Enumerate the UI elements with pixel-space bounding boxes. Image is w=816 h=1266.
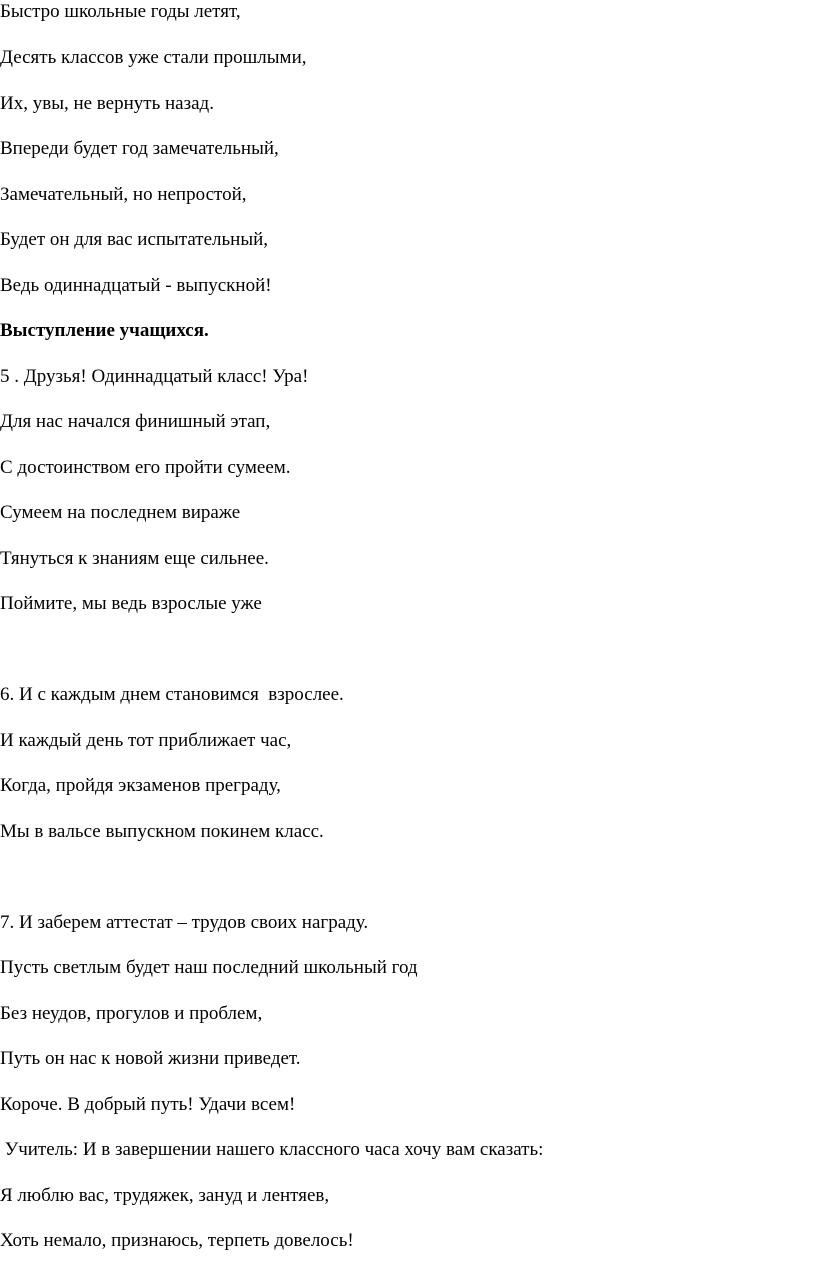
poem-line: Путь он нас к новой жизни приведет. [0, 1048, 301, 1069]
poem-line: Их, увы, не вернуть назад. [0, 93, 214, 114]
poem-line: Я люблю вас, трудяжек, зануд и лентяев, [0, 1185, 330, 1206]
poem-line: Когда, пройдя экзаменов преграду, [0, 775, 281, 796]
poem-line: Замечательный, но непростой, [0, 184, 247, 205]
poem-line: 5 . Друзья! Одиннадцатый класс! Ура! [0, 366, 309, 387]
poem-line: Хоть немало, признаюсь, терпеть довелось! [0, 1230, 354, 1251]
poem-line: Тянуться к знаниям еще сильнее. [0, 548, 269, 569]
poem-line: Будет он для вас испытательный, [0, 229, 269, 250]
poem-line: С достоинством его пройти сумеем. [0, 457, 291, 478]
poem-line: Быстро школьные годы летят, [0, 1, 241, 22]
poem-line: Без неудов, прогулов и проблем, [0, 1003, 263, 1024]
poem-line: И каждый день тот приближает час, [0, 730, 292, 751]
teacher-line: Учитель: И в завершении нашего классного часа хочу вам сказать: [0, 1139, 544, 1160]
poem-line: Десять классов уже стали прошлыми, [0, 47, 307, 68]
poem-line: Поймите, мы ведь взрослые уже [0, 593, 262, 614]
poem-line: Пусть светлым будет наш последний школьный год [0, 957, 418, 978]
section-heading: Выступление учащихся. [0, 320, 209, 341]
poem-line: Сумеем на последнем вираже [0, 502, 241, 523]
poem-line: Короче. В добрый путь! Удачи всем! [0, 1094, 296, 1115]
poem-line: 7. И заберем аттестат – трудов своих награду. [0, 912, 369, 933]
poem-line: Мы в вальсе выпускном покинем класс. [0, 821, 324, 842]
poem-line: 6. И с каждым днем становимся взрослее. [0, 684, 344, 705]
poem-line: Ведь одиннадцатый - выпускной! [0, 275, 272, 296]
poem-line: Для нас начался финишный этап, [0, 411, 271, 432]
poem-line: Впереди будет год замечательный, [0, 138, 279, 159]
